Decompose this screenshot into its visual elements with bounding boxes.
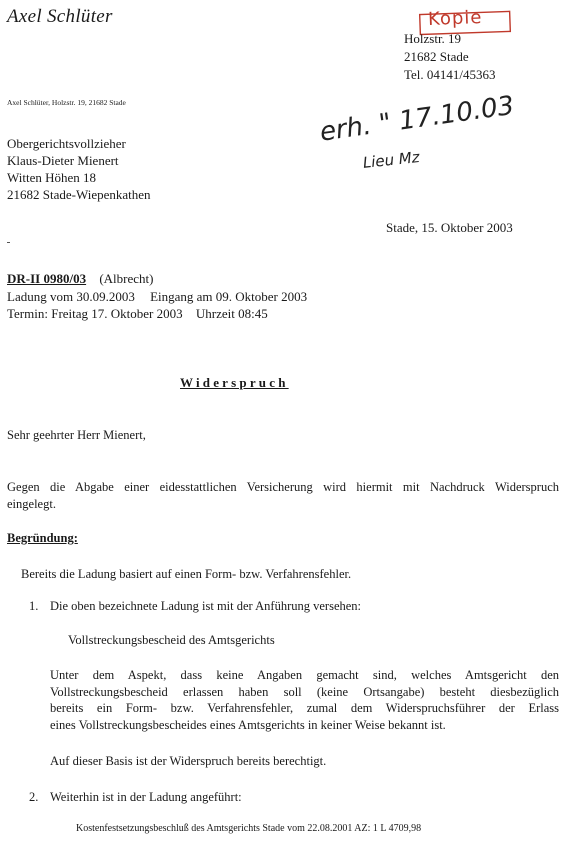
recipient-city: 21682 Stade-Wiepenkathen bbox=[7, 187, 151, 202]
sender-street: Holzstr. 19 bbox=[404, 31, 462, 46]
point1-line: Unter dem Aspekt, dass keine Angaben gemacht sind, welches Amtsgericht den bbox=[50, 668, 559, 682]
reference-line bbox=[7, 271, 153, 287]
point2-text: Weiterhin ist in der Ladung angeführt: bbox=[50, 790, 242, 804]
summons-line bbox=[7, 289, 307, 305]
appointment-line bbox=[7, 306, 268, 322]
point1-text: Die oben bezeichnete Ladung ist mit der Anführung versehen: bbox=[50, 599, 362, 613]
intro-line: eingelegt. bbox=[7, 496, 56, 511]
point2-number: 2. bbox=[29, 790, 39, 804]
point1-number: 1. bbox=[29, 599, 39, 613]
copy-stamp: Kopie bbox=[427, 7, 483, 30]
summons-date: Ladung vom 30.09.2003 bbox=[7, 289, 135, 304]
point1-paragraph bbox=[50, 667, 559, 733]
point1-conclusion: Auf dieser Basis ist der Widerspruch bereits berechtigt. bbox=[50, 754, 327, 768]
return-address: Axel Schlüter, Holzstr. 19, 21682 Stade bbox=[7, 98, 126, 107]
subject-heading: Widerspruch bbox=[180, 375, 289, 390]
reference-number: DR-II 0980/03 bbox=[7, 271, 87, 286]
sender-phone: Tel. 04141/45363 bbox=[404, 67, 496, 82]
reference-name: (Albrecht) bbox=[99, 271, 154, 286]
letter-date: Stade, 15. Oktober 2003 bbox=[386, 220, 513, 235]
point1-line: eines Vollstreckungsbescheides eines Amtsgerichts in keiner Weise bekannt ist. bbox=[50, 717, 446, 732]
appointment-date: Termin: Freitag 17. Oktober 2003 bbox=[7, 306, 183, 321]
point2-quote: Kostenfestsetzungsbeschluß des Amtsgerichts Stade vom 22.08.2001 AZ: 1 L 4709,98 bbox=[76, 823, 422, 834]
intro-line: Gegen die Abgabe einer eidesstattlichen Versicherung wird hiermit mit Nachdruck Widerspruch bbox=[7, 480, 559, 494]
handwritten-note: erh. " 17.10.03 bbox=[318, 90, 516, 148]
point1-line: bereits ein Form- bzw. Verfahrensfehler, zumal dem Widerspruchsführer der Erlass bbox=[50, 701, 559, 715]
appointment-time: Uhrzeit 08:45 bbox=[195, 306, 268, 321]
sender-name: Axel Schlüter bbox=[7, 6, 113, 27]
reason-intro: Bereits die Ladung basiert auf einen Form- bzw. Verfahrensfehler. bbox=[21, 567, 352, 581]
point1-quote: Vollstreckungsbescheid des Amtsgerichts bbox=[68, 633, 275, 647]
sender-city: 21682 Stade bbox=[404, 49, 469, 64]
intro-paragraph bbox=[7, 479, 559, 512]
point1-line: Vollstreckungsbescheid erlassen haben soll (keine Ortsangabe) besteht diesbezüglich bbox=[50, 684, 559, 699]
recipient-title: Obergerichtsvollzieher bbox=[7, 136, 126, 151]
fold-mark bbox=[7, 242, 10, 243]
reason-heading: Begründung: bbox=[7, 531, 78, 545]
receipt-date: Eingang am 09. Oktober 2003 bbox=[150, 289, 308, 304]
recipient-name: Klaus-Dieter Mienert bbox=[7, 153, 119, 168]
recipient-street: Witten Höhen 18 bbox=[7, 170, 97, 185]
handwritten-initials: Lieu Mz bbox=[362, 148, 421, 172]
salutation: Sehr geehrter Herr Mienert, bbox=[7, 428, 146, 442]
